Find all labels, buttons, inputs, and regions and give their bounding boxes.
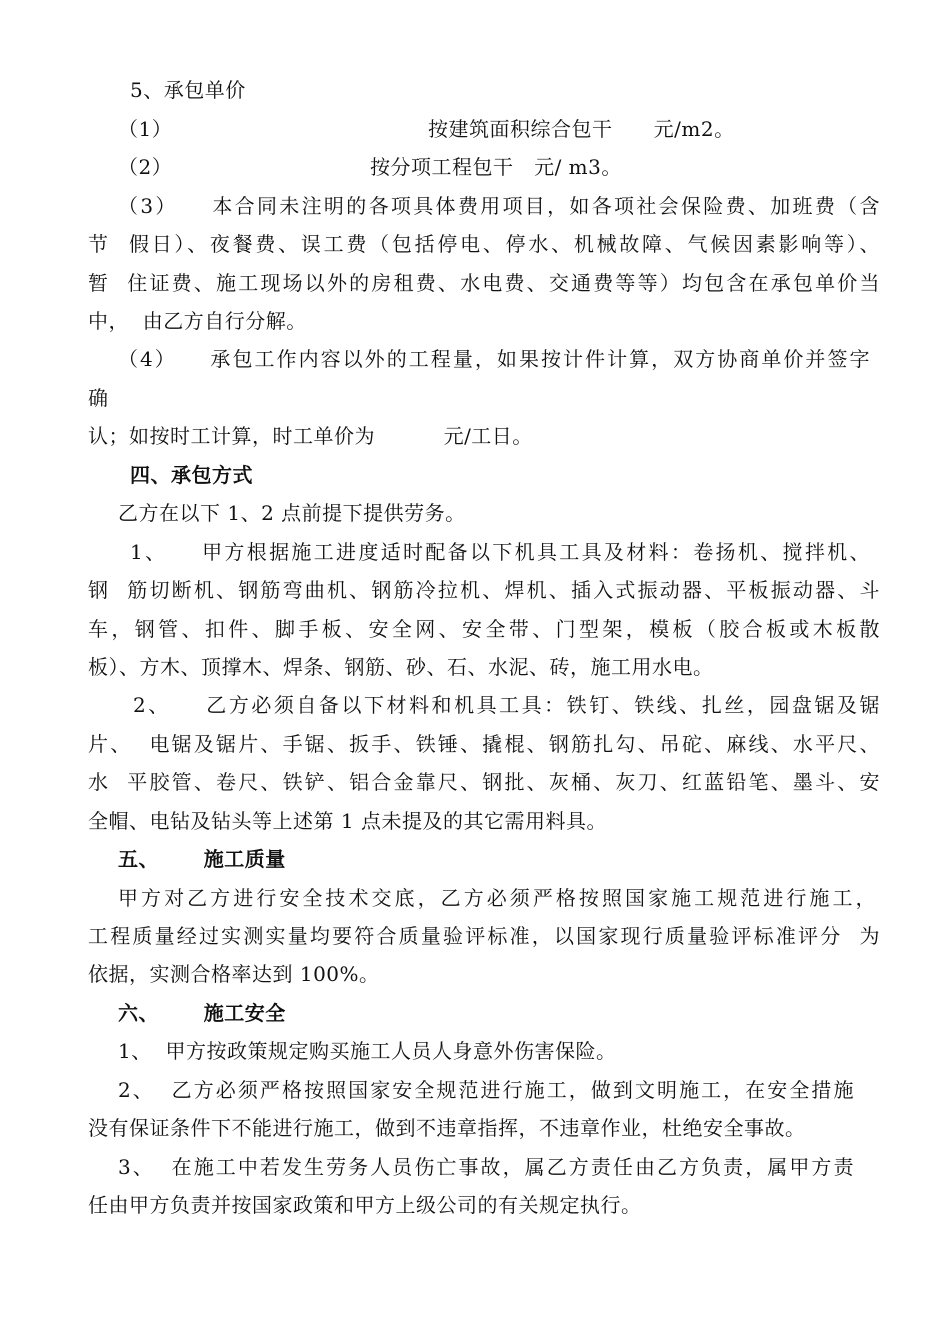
item1-number: （1） [118, 117, 173, 141]
item2-number: （2） [118, 155, 173, 179]
section4-p1-line-2: 钢 筋切断机、钢筋弯曲机、钢筋冷拉机、焊机、插入式振动器、平板振动器、斗 [88, 578, 880, 602]
item3-line-4: 中， 由乙方自行分解。 [88, 309, 307, 333]
section-safety-heading: 六、 施工安全 [118, 1001, 286, 1025]
section-quality-heading: 五、 施工质量 [118, 847, 286, 871]
section4-p2-line-2: 片、 电锯及锯片、手锯、扳手、铁锤、撬棍、钢筋扎勾、吊砣、麻线、水平尺、 [88, 732, 880, 756]
section4-intro: 乙方在以下 1、2 点前提下提供劳务。 [118, 501, 466, 525]
section4-p2-line-3: 水 平胶管、卷尺、铁铲、铝合金靠尺、钢批、灰桶、灰刀、红蓝铅笔、墨斗、安 [88, 770, 880, 794]
quality-line-2: 工程质量经过实测实量均要符合质量验评标准，以国家现行质量验评标准评分 为 [88, 924, 880, 948]
section4-p2-line-1: 2、 乙方必须自备以下材料和机具工具：铁钉、铁线、扎丝，园盘锯及锯 [133, 693, 880, 717]
item3-line-1: （3） 本合同未注明的各项具体费用项目，如各项社会保险费、加班费（含 [118, 194, 880, 218]
section4-p1-line-4: 板）、方木、顶撑木、焊条、钢筋、砂、石、水泥、砖，施工用水电。 [88, 655, 714, 679]
section4-p1-line-3: 车，钢管、扣件、脚手板、安全网、安全带、门型架，模板（胶合板或木板散 [88, 617, 880, 641]
section4-p2-line-4: 全帽、电钻及钻头等上述第 1 点未提及的其它需用料具。 [88, 809, 607, 833]
item4-line-2: 确 [88, 386, 109, 410]
item1-text: 按建筑面积综合包干 元/m2。 [428, 117, 735, 141]
quality-line-1: 甲方对乙方进行安全技术交底，乙方必须严格按照国家施工规范进行施工， [118, 886, 876, 910]
section4-p1-line-1: 1、 甲方根据施工进度适时配备以下机具工具及材料：卷扬机、搅拌机、 [130, 540, 870, 564]
item3-line-2: 节 假日）、夜餐费、误工费（包括停电、停水、机械故障、气候因素影响等）、 [88, 232, 880, 256]
quality-line-3: 依据，实测合格率达到 100%。 [88, 962, 380, 986]
item4-line-3: 认；如按时工计算，时工单价为 元/工日。 [88, 424, 533, 448]
section4-heading: 四、承包方式 [130, 463, 253, 487]
section5-title: 5、承包单价 [130, 78, 246, 102]
item4-line-1: （4） 承包工作内容以外的工程量，如果按计件计算，双方协商单价并签字 [118, 347, 870, 371]
item3-line-3: 暂 住证费、施工现场以外的房租费、水电费、交通费等等）均包含在承包单价当 [88, 271, 880, 295]
safety-p2-line-1: 2、 乙方必须严格按照国家安全规范进行施工，做到文明施工，在安全措施 [118, 1078, 854, 1102]
safety-p2-line-2: 没有保证条件下不能进行施工，做到不违章指挥，不违章作业，杜绝安全事故。 [88, 1116, 806, 1140]
safety-p3-line-2: 任由甲方负责并按国家政策和甲方上级公司的有关规定执行。 [88, 1193, 642, 1217]
safety-p3-line-1: 3、 在施工中若发生劳务人员伤亡事故，属乙方责任由乙方负责，属甲方责 [118, 1155, 854, 1179]
item2-text: 按分项工程包干 元/ m3。 [370, 155, 622, 179]
safety-p1: 1、 甲方按政策规定购买施工人员人身意外伤害保险。 [118, 1039, 617, 1063]
